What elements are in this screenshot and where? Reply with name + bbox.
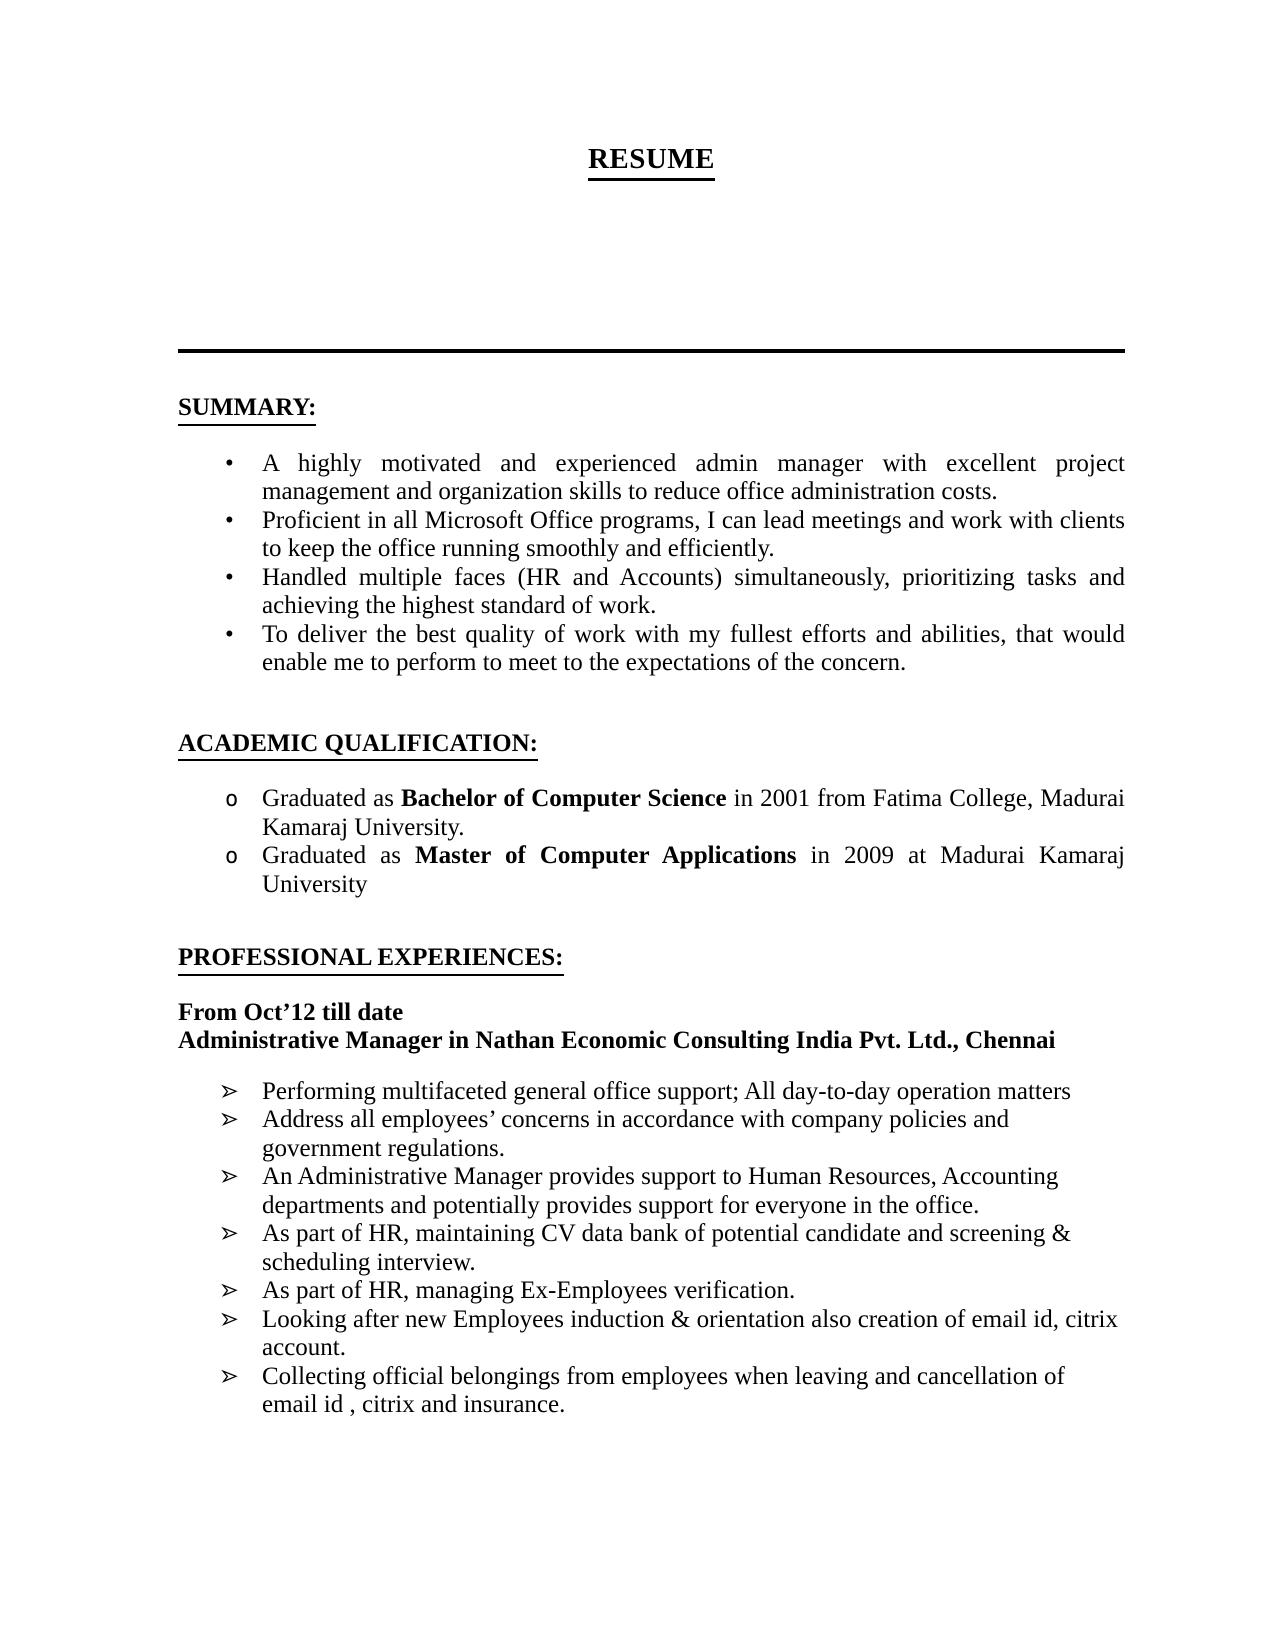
horizontal-divider bbox=[178, 349, 1125, 353]
list-item bbox=[178, 564, 1125, 621]
list-item bbox=[178, 450, 1125, 507]
academic-item-degree: Master of Computer Applications bbox=[415, 842, 797, 869]
arrow-bullet-icon bbox=[221, 1083, 238, 1100]
experience-section-heading bbox=[178, 944, 1125, 976]
experience-bullet-text: An Administrative Manager provides support to Human Resources, Accounting departments and potentially provides support for everyone in the office. bbox=[262, 1163, 1059, 1219]
summary-heading-label: SUMMARY: bbox=[178, 394, 316, 426]
summary-bullet-text: Proficient in all Microsoft Office programs, I can lead meetings and work with clients to keep the office running smoothly and efficiently. bbox=[262, 506, 1125, 562]
academic-heading-label: ACADEMIC QUALIFICATION: bbox=[178, 730, 538, 762]
circle-bullet-icon: o bbox=[225, 787, 239, 812]
academic-section-heading bbox=[178, 730, 1125, 762]
summary-bullet-text: Handled multiple faces (HR and Accounts) simultaneously, prioritizing tasks and achieving the highest standard of work. bbox=[262, 563, 1125, 619]
arrow-bullet-icon bbox=[221, 1282, 238, 1299]
disc-bullet-icon: • bbox=[225, 449, 234, 477]
list-item bbox=[178, 842, 1125, 899]
arrow-bullet-icon bbox=[221, 1168, 238, 1185]
list-item bbox=[178, 1277, 1125, 1306]
page-title: RESUME bbox=[588, 143, 715, 181]
circle-bullet-icon: o bbox=[225, 844, 239, 869]
list-item bbox=[178, 1106, 1125, 1163]
list-item bbox=[178, 621, 1125, 678]
experience-bullet-text: Looking after new Employees induction & orientation also creation of email id, citrix account. bbox=[262, 1305, 1119, 1361]
academic-item-post: in 2009 at Madurai Kamaraj University bbox=[262, 842, 1125, 898]
academic-bullet-list bbox=[178, 785, 1125, 899]
disc-bullet-icon: • bbox=[225, 506, 234, 534]
job-role: Administrative Manager in Nathan Economic Consulting India Pvt. Ltd., Chennai bbox=[178, 1027, 1056, 1054]
arrow-bullet-icon bbox=[221, 1311, 238, 1328]
academic-item-pre: Graduated as bbox=[262, 785, 401, 812]
experience-bullet-list bbox=[178, 1078, 1125, 1420]
experience-heading-label: PROFESSIONAL EXPERIENCES: bbox=[178, 944, 564, 976]
list-item bbox=[178, 785, 1125, 842]
disc-bullet-icon: • bbox=[225, 563, 234, 591]
list-item bbox=[178, 1163, 1125, 1220]
summary-bullet-list bbox=[178, 450, 1125, 678]
list-item bbox=[178, 1220, 1125, 1277]
arrow-bullet-icon bbox=[221, 1225, 238, 1242]
summary-section-heading bbox=[178, 394, 1125, 426]
arrow-bullet-icon bbox=[221, 1111, 238, 1128]
list-item bbox=[178, 1306, 1125, 1363]
experience-bullet-text: As part of HR, managing Ex-Employees verification. bbox=[262, 1277, 796, 1304]
summary-bullet-text: To deliver the best quality of work with my fullest efforts and abilities, that would enable me to perform to meet to the expectations of the concern. bbox=[262, 620, 1125, 676]
experience-bullet-text: As part of HR, maintaining CV data bank of potential candidate and screening & scheduling interview. bbox=[262, 1220, 1072, 1276]
academic-item-pre: Graduated as bbox=[262, 842, 416, 869]
list-item bbox=[178, 507, 1125, 564]
experience-bullet-text: Address all employees’ concerns in accordance with company policies and government regulations. bbox=[262, 1106, 1010, 1162]
list-item bbox=[178, 1078, 1125, 1107]
experience-bullet-text: Collecting official belongings from employees when leaving and cancellation of email id , citrix and insurance. bbox=[262, 1362, 1065, 1418]
job-period: From Oct’12 till date bbox=[178, 998, 404, 1026]
document-title-row bbox=[178, 0, 1125, 181]
academic-item-post: in 2001 from Fatima College, Madurai Kamaraj University. bbox=[262, 785, 1125, 841]
experience-bullet-text: Performing multifaceted general office support; All day-to-day operation matters bbox=[262, 1077, 1071, 1105]
arrow-bullet-icon bbox=[221, 1368, 238, 1385]
academic-item-degree: Bachelor of Computer Science bbox=[401, 785, 727, 812]
disc-bullet-icon: • bbox=[225, 620, 234, 648]
summary-bullet-text: A highly motivated and experienced admin manager with excellent project management and organization skills to reduce office administration costs. bbox=[262, 449, 1125, 505]
list-item bbox=[178, 1363, 1125, 1420]
